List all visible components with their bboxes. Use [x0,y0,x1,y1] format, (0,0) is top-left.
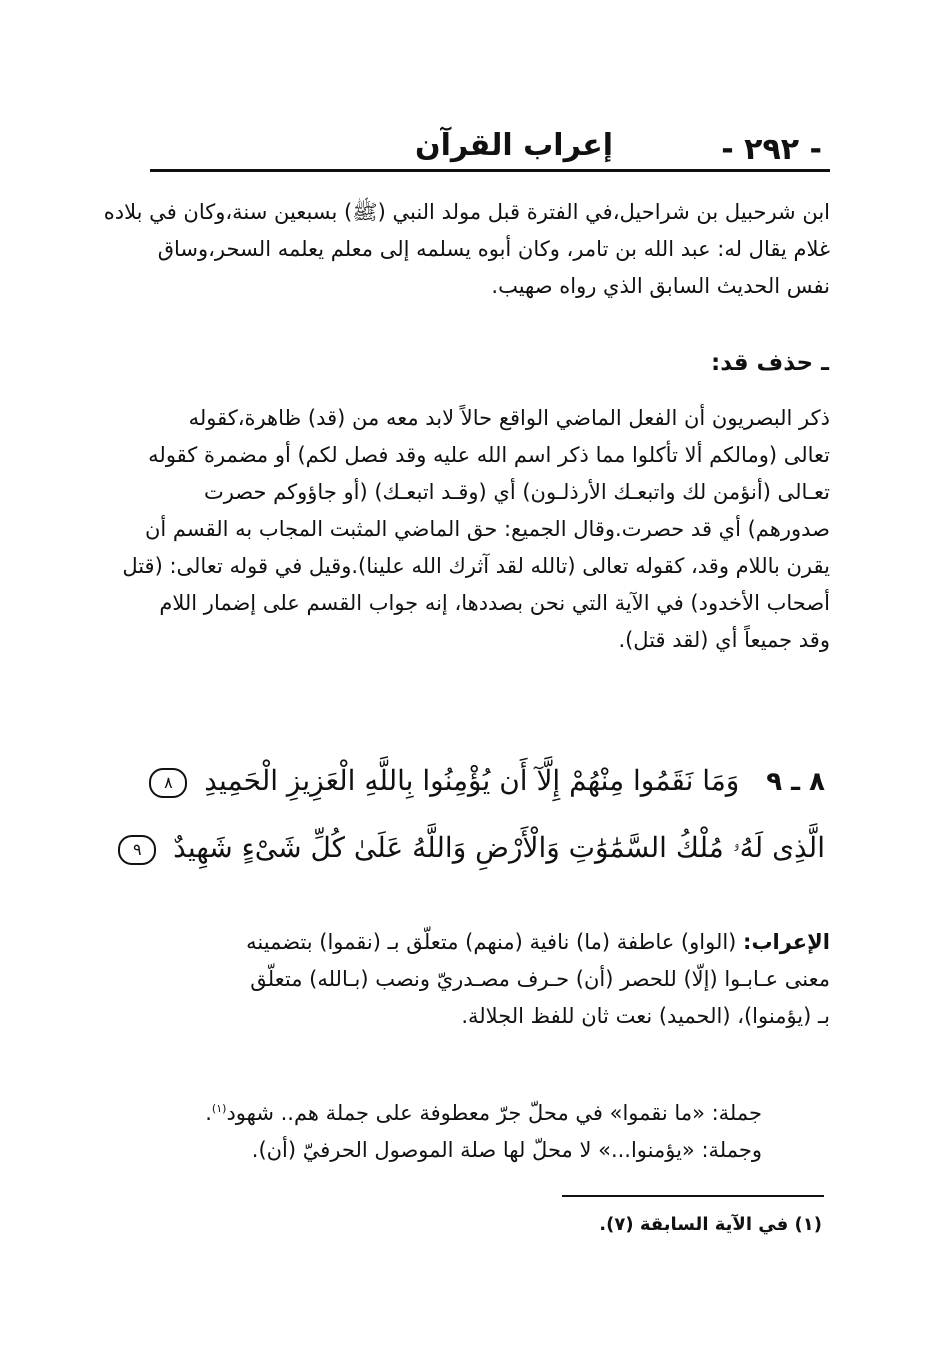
footnote-ref[interactable]: (١) [211,1102,227,1115]
intro-line: ابن شرحبيل بن شراحيل،في الفترة قبل مولد النبي (ﷺ) بسبعين سنة،وكان في بلاده [103,200,830,224]
intro-line: غلام يقال له: عبد الله بن تامر، وكان أبوه يسلمه إلى معلم يعلمه السحر،وساق [157,237,830,261]
intro-line: نفس الحديث السابق الذي رواه صهيب. [491,274,830,298]
jumal-block [162,1090,762,1169]
jumla-text: جملة: «ما نقموا» في محلّ جرّ معطوفة على جملة هم.. شهود [226,1101,762,1125]
section-heading: ـ حذف قد: [711,350,829,376]
verse-line-1 [164,748,825,815]
ayah-marker: ٨ [149,768,187,798]
irab-label: الإعراب: [743,930,830,954]
verse-line-2 [132,815,825,881]
verse-number: ٨ ـ ٩ [766,767,825,797]
quran-verses [132,748,825,881]
intro-paragraph [103,194,830,305]
irab-paragraph [130,924,830,1035]
paragraph-line: صدورهم) أي قد حصرت.وقال الجميع: حق الماضي المثبت المجاب به القسم أن [144,517,830,541]
paragraph-line: ذكر البصريون أن الفعل الماضي الواقع حالاً لابد معه من (قد) ظاهرة،كقوله [188,406,830,430]
paragraph-line: أصحاب الأخدود) في الآية التي نحن بصددها، إنه جواب القسم على إضمار اللام [159,591,830,615]
running-title: إعراب القرآن [415,128,614,163]
verse-text: الَّذِى لَهُۥ مُلْكُ السَّمَٰوَٰتِ وَالْأَرْضِ وَاللَّهُ عَلَىٰ كُلِّ شَىْءٍ شَهِيدٌ [173,831,825,864]
footnote-rule [562,1195,824,1197]
qad-paragraph [122,400,830,659]
page-header [150,122,830,172]
page-number: - ٢٩٢ - [721,132,822,167]
header-rule [150,169,830,172]
verse-text: وَمَا نَقَمُوا مِنْهُمْ إِلَّآ أَن يُؤْمِنُوا بِاللَّهِ الْعَزِيزِ الْحَمِيدِ [204,764,740,797]
irab-line [130,924,830,961]
irab-line: معنى عـابـوا (إلّا) للحصر (أن) حـرف مصـدريّ ونصب (بـالله) متعلّق [250,967,830,991]
jumla-line [162,1090,762,1132]
irab-line: بـ (يؤمنوا)، (الحميد) نعت ثان للفظ الجلالة. [461,1004,830,1028]
line-end: . [205,1101,212,1125]
paragraph-line: تعالى (ومالكم ألا تأكلوا مما ذكر اسم الله عليه وقد فصل لكم) أو مضمرة كقوله [148,443,830,467]
ayah-marker: ٩ [118,835,156,865]
paragraph-line: يقرن باللام وقد، كقوله تعالى (تالله لقد آثرك الله علينا).وقيل في قوله تعالى: (قتل [122,554,830,578]
jumla-line: وجملة: «يؤمنوا...» لا محلّ لها صلة الموصول الحرفيّ (أن). [251,1138,762,1162]
paragraph-line: وقد جميعاً أي (لقد قتل). [618,628,830,652]
irab-text: (الواو) عاطفة (ما) نافية (منهم) متعلّق بـ (نقموا) بتضمينه [246,930,744,954]
paragraph-line: تعـالى (أنؤمن لك واتبعـك الأرذلـون) أي (وقـد اتبعـك) (أو جاؤوكم حصرت [203,480,830,504]
footnote: (١) في الآية السابقة (٧). [599,1214,822,1235]
